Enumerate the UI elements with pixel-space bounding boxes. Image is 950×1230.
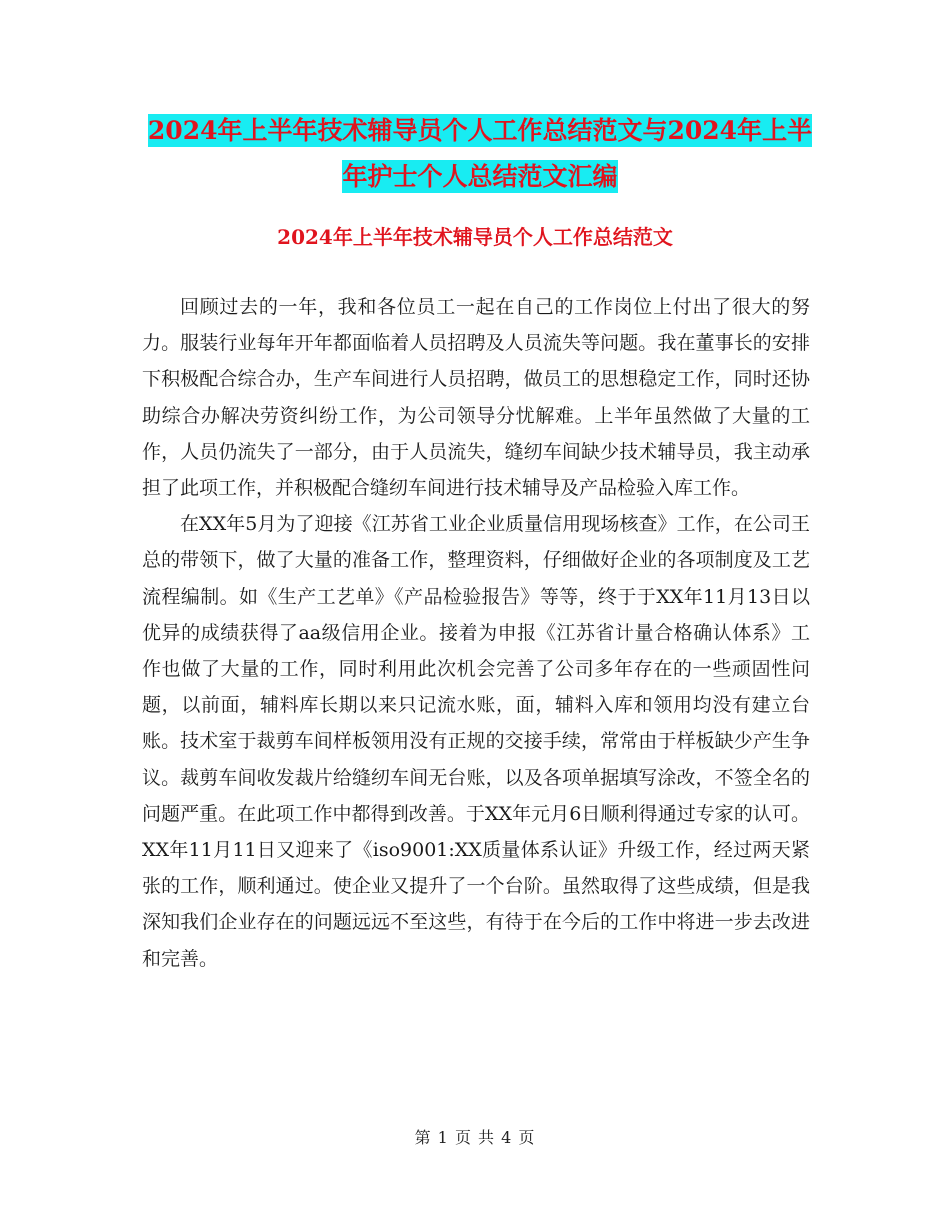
page-number-footer: 第 1 页 共 4 页: [414, 1128, 536, 1147]
paragraph-1: 回顾过去的一年，我和各位员工一起在自己的工作岗位上付出了很大的努力。服装行业每年开年都面临着人员招聘及人员流失等问题。我在董事长的安排下积极配合综合办，生产车间进行人员招聘，做员工的思想稳定工作，同时还协助综合办解决劳资纠纷工作，为公司领导分忧解难。上半年虽然做了大量的工作，人员仍流失了一部分，由于人员流失，缝纫车间缺少技术辅导员，我主动承担了此项工作，并积极配合缝纫车间进行技术辅导及产品检验入库工作。: [142, 296, 810, 500]
document-title: [140, 108, 820, 200]
document-body: [142, 289, 810, 977]
paragraph-2: 在XX年5月为了迎接《江苏省工业企业质量信用现场核查》工作，在公司王总的带领下，做了大量的准备工作，整理资料，仔细做好企业的各项制度及工艺流程编制。如《生产工艺单》《产品检验报告》等等，终于于XX年11月13日以优异的成绩获得了aa级信用企业。接着为申报《江苏省计量合格确认体系》工作也做了大量的工作，同时利用此次机会完善了公司多年存在的一些顽固性问题，以前面，辅料库长期以来只记流水账，面，辅料入库和领用均没有建立台账。技术室于裁剪车间样板领用没有正规的交接手续，常常由于样板缺少产生争议。裁剪车间收发裁片给缝纫车间无台账，以及各项单据填写涂改，不签全名的问题严重。在此项工作中都得到改善。于XX年元月6日顺利得通过专家的认可。XX年11月11日又迎来了《iso9001:XX质量体系认证》升级工作，经过两天紧张的工作，顺利通过。使企业又提升了一个台阶。虽然取得了这些成绩，但是我深知我们企业存在的问题远远不至这些，有待于在今后的工作中将进一步去改进和完善。: [142, 513, 810, 970]
section-title: 2024年上半年技术辅导员个人工作总结范文: [277, 225, 673, 249]
document-title-text: 2024年上半年技术辅导员个人工作总结范文与2024年上半年护士个人总结范文汇编: [147, 116, 813, 191]
